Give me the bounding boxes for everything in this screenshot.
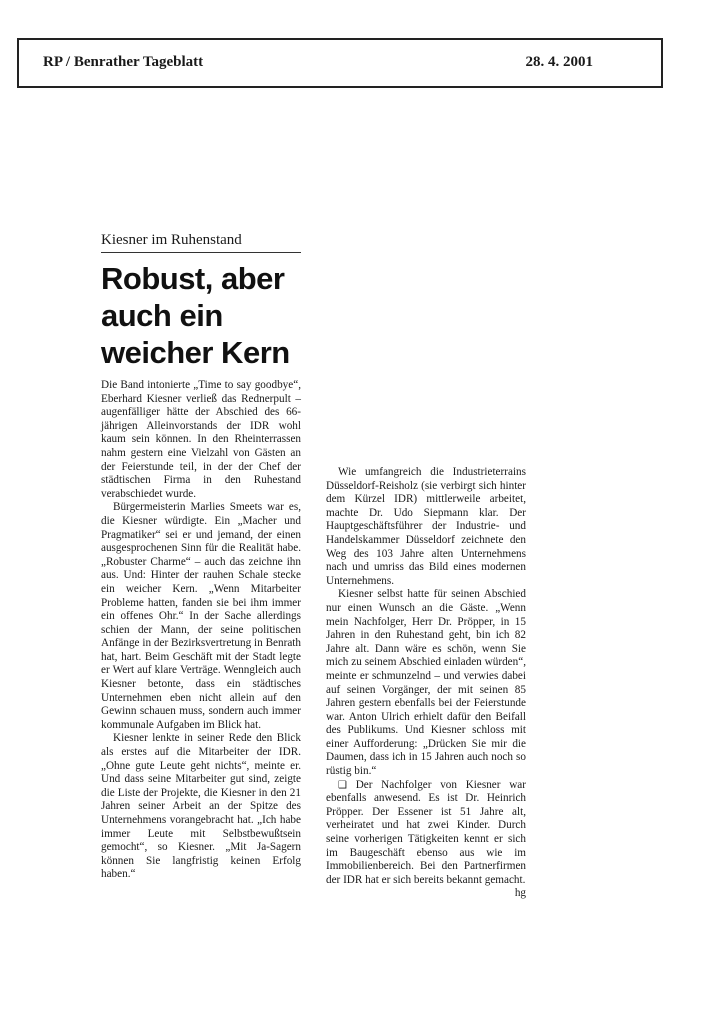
paragraph: Wie umfangreich die Industrieterrains Düsseldorf-Reisholz (sie verbirgt sich hinter dem Kürzel IDR) mittlerweile arbeitet, machte Dr. Udo Siepmann klar. Der Hauptgeschäftsführer der Industrie- und Handelskammer Düsseldorf zeichnete den Weg des 103 Jahre alten Unternehmens nach und umriss das Bild eines modernen Unternehmens. [326, 466, 526, 587]
article-kicker: Kiesner im Ruhenstand [101, 232, 301, 253]
paragraph: Die Band intonierte „Time to say goodbye“, Eberhard Kiesner verließ das Rednerpult – augenfälliger hätte der Abschied des 66-jährigen Alleinvorstands der IDR wohl kaum sein können. In den Rheinterrassen nahm gestern eine Vielzahl von Gästen an der Feierstunde teil, in der der Chef der städtischen Firma in den Ruhestand verabschiedet wurde. [101, 379, 301, 500]
paragraph: Bürgermeisterin Marlies Smeets war es, die Kiesner würdigte. Ein „Macher und Pragmatiker“ sei er und jemand, der einen ausgesprochenen Sinn für die Realität habe. „Robuster Charme“ – auch das zeichne ihn aus. Und: Hinter der rauhen Schale stecke ein weicher Kern. „Wenn Mitarbeiter Probleme hatten, fanden sie bei ihm immer ein offenes Ohr.“ In der Sache allerdings schien der Mann, der seine politischen Anfänge in der Bezirksvertretung in Benrath hat, hart. Beim Geschäft mit der Stadt legte er Wert auf klare Verträge. Wenngleich auch Kiesner betonte, dass ein städtisches Unternehmen eben nicht allein auf den Gewinn schauen muss, sondern auch immer kommunale Aufgaben im Blick hat. [101, 501, 301, 731]
paragraph-text: Der Nachfolger von Kiesner war ebenfalls anwesend. Es ist Dr. Heinrich Pröpper. Der Essener ist 51 Jahre alt, verheiratet und hat zwei Kinder. Durch seine vorherigen Tätigkeiten kennt er sich im Baugeschäft ebenso aus wie im Immobilienbereich. Bei den Partnerfirmen der IDR hat er sich bereits bekannt gemacht. [326, 778, 526, 886]
headline-line: auch ein [101, 298, 223, 333]
article-headline [101, 260, 316, 371]
headline-line: weicher Kern [101, 335, 290, 370]
publication-date: 28. 4. 2001 [525, 54, 593, 70]
article-column-1 [101, 379, 301, 882]
paragraph: Kiesner selbst hatte für seinen Abschied nur einen Wunsch an die Gäste. „Wenn mein Nachfolger, Herr Dr. Pröpper, in 15 Jahren in den Ruhestand geht, bin ich 82 Jahre alt. Dann wäre es schön, wenn Sie mich zu seinem Abschied einladen würden“, meinte er schmunzelnd – und verwies dabei auf seinen Vorgänger, der mit seinen 85 Jahren gestern ebenfalls bei der Feierstunde war. Anton Ulrich erhielt dafür den Beifall des Publikums. Und Kiesner schloss mit einer Aufforderung: „Drücken Sie mir die Daumen, dass ich in 15 Jahren auch noch so rüstig bin.“ [326, 588, 526, 778]
paragraph-with-box [326, 778, 526, 900]
article-column-2 [326, 466, 526, 901]
newspaper-source: RP / Benrather Tageblatt [43, 54, 204, 70]
header-box [17, 38, 663, 88]
author-signature: hg [514, 887, 526, 900]
headline-line: Robust, aber [101, 261, 285, 296]
paragraph: Kiesner lenkte in seiner Rede den Blick als erstes auf die Mitarbeiter der IDR. „Ohne gute Leute geht nichts“, meinte er. Und dass seine Mitarbeiter gut sind, zeigte die Liste der Projekte, die Kiesner in den 21 Jahren seiner Arbeit an der Spitze des Unternehmens vorangebracht hat. „Ich habe immer Leute mit Selbstbewußtsein gemocht“, so Kiesner. „Mit Ja-Sagern können Sie langfristig keinen Erfolg haben.“ [101, 732, 301, 881]
box-bullet-icon: ❑ [338, 779, 347, 791]
